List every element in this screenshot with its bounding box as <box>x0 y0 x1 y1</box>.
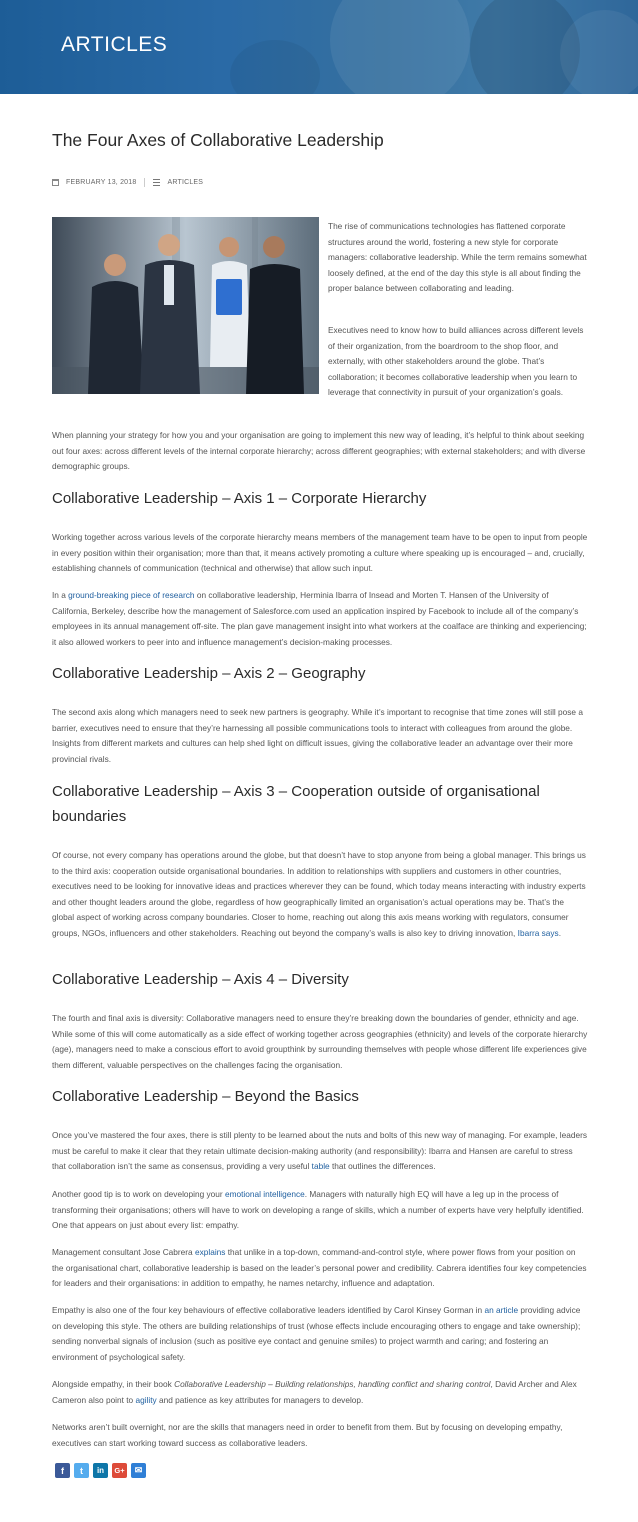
featured-image-business-team <box>52 217 319 394</box>
axis-2-paragraph-1: The second axis along which managers need to seek new partners is geography. While it’s important to recognise that time zones will still pose a barrier, executives need to ensure that they’re harnessing all possible communications tools to interact with colleagues from around the globe. Insights from different markets and cultures can help shed light on difficult issues, giving the collaborative leader an advantage over their more provincial rivals. <box>52 707 583 764</box>
agility-link[interactable]: agility <box>135 1394 157 1405</box>
an-article-link[interactable]: an article <box>484 1305 519 1315</box>
banner-decoration <box>330 0 470 94</box>
text-fragment: . <box>558 927 562 938</box>
text-fragment: Management consultant Jose Cabrera <box>52 1247 195 1257</box>
post-date: FEBRUARY 13, 2018 <box>66 178 137 186</box>
page-title: ARTICLES <box>61 33 168 56</box>
text-fragment: that outlines the differences. <box>329 1161 436 1171</box>
axis-4-paragraph-1: The fourth and final axis is diversity: Collaborative managers need to ensure they’re breaking down the boundaries of gender, ethnicity and age. While some of this will come automatically as a side effect of working together across geographies (ethnicity) and levels of the corporate hierarchy (age), managers need to make a conscious effort to avoid groupthink by surrounding themselves with people whose different life experiences give them different, valuable perspectives on the challenges facing the organisation. <box>52 1013 588 1070</box>
intro-paragraph-3: When planning your strategy for how you and your organisation are going to implement this new way of leading, it’s helpful to think about seeking out four axes: across different levels of the internal corporate hierarchy; across different geographies; with external stakeholders; and with diverse demographic groups. <box>52 430 586 471</box>
banner-decoration <box>230 40 320 94</box>
beyond-paragraph-5 <box>52 1377 588 1408</box>
section-heading-axis-1: Collaborative Leadership – Axis 1 – Corporate Hierarchy <box>52 490 427 507</box>
beyond-paragraph-1 <box>52 1128 588 1175</box>
section-heading-axis-2: Collaborative Leadership – Axis 2 – Geography <box>52 665 366 682</box>
beyond-paragraph-4 <box>52 1303 588 1365</box>
page-header-banner <box>0 0 638 94</box>
section-heading-axis-4: Collaborative Leadership – Axis 4 – Diversity <box>52 971 349 988</box>
text-fragment: that unlike in a top-down, command-and-control style, where power flows from your position on the organisational chart, collaborative leadership is based on the leader’s personal power and credibility. Cabrera identifies four key competencies for leaders and their organisations: in addition to empathy, he names netarchy, influence and adaptation. <box>52 1247 587 1288</box>
table-link[interactable]: table <box>311 1161 330 1171</box>
meta-divider <box>144 178 145 187</box>
calendar-icon <box>52 179 59 186</box>
text-fragment: , David Archer and Alex Cameron also point to <box>52 1379 577 1405</box>
category-list-icon <box>153 179 160 186</box>
ibarra-says-link[interactable]: Ibarra says <box>517 927 559 938</box>
text-fragment: Once you’ve mastered the four axes, there is still plenty to be learned about the nuts and bolts of this new way of managing. For example, leaders must be careful to make it clear that they retain ultimate decision-making authority (and responsibility): Ibarra and Hansen are careful to stress that collaboration isn’t the same as consensus, providing a very useful <box>52 1130 587 1171</box>
text-fragment: In a <box>52 590 69 600</box>
twitter-share-button[interactable]: t <box>74 1463 89 1478</box>
text-fragment: Empathy is also one of the four key behaviours of effective collaborative leaders identified by Carol Kinsey Gorman in <box>52 1305 485 1315</box>
axis-3-paragraph-1 <box>52 848 588 941</box>
beyond-paragraph-2 <box>52 1187 588 1234</box>
text-fragment: on collaborative leadership, Herminia Ibarra of Insead and Morten T. Hansen of the University of California, Berkeley, describe how the management of Salesforce.com used an application inspired by Facebook to include all of the company’s employees in its annual management off-site. The plan gave management insight into what workers at the coalface are thinking and experiencing; it also allowed workers to peer into and influence management’s decision-making processes. <box>52 590 587 647</box>
beyond-paragraph-3 <box>52 1245 588 1292</box>
facebook-share-button[interactable]: f <box>55 1463 70 1478</box>
text-fragment: . Managers with naturally high EQ will have a leg up in the process of transforming their organisations; others will have to work on developing a range of skills, which a number of experts have very helpfully identified. One that appears on just about every list: empathy. <box>52 1189 584 1230</box>
book-title: Collaborative Leadership – Building relationships, handling conflict and sharing control <box>174 1379 491 1389</box>
linkedin-share-button[interactable]: in <box>93 1463 108 1478</box>
post-meta <box>52 176 203 188</box>
text-fragment: Alongside empathy, in their book <box>52 1379 175 1389</box>
email-share-button[interactable]: ✉ <box>131 1463 146 1478</box>
share-bar <box>55 1463 146 1478</box>
emotional-intelligence-link[interactable]: emotional intelligence <box>224 1189 305 1199</box>
research-link[interactable]: ground-breaking piece of research <box>68 590 195 600</box>
intro-paragraph-2: Executives need to know how to build alliances across different levels of their organization, from the boardroom to the shop floor, and externally, with other stakeholders around the globe. That’s collaboration; it becomes collaborative leadership when you learn to leverage that connectivity in pursuit of your organization’s goals. <box>328 325 584 397</box>
text-fragment: providing advice on developing this style. The others are building relationships of trust (whose effects include encouraging others to engage and take ownership); sending nonverbal signals of inclusion (such as positive eye contact and genuine smiles) to project warmth and caring; and fostering an environment of psychological safety. <box>52 1305 581 1362</box>
beyond-paragraph-6: Networks aren’t built overnight, nor are the skills that managers need in order to benefit from them. But by focusing on developing empathy, executives can start working toward success as collaborative leaders. <box>52 1422 563 1448</box>
googleplus-share-button[interactable]: G+ <box>112 1463 127 1478</box>
post-title: The Four Axes of Collaborative Leadership <box>52 130 384 150</box>
text-fragment: Of course, not every company has operations around the globe, but that doesn’t have to stop anyone from being a global manager. This brings us to the third axis: cooperation outside organisational boundaries. In addition to relationships with suppliers and customers in other countries, executives need to be looking for innovative ideas and practices wherever they can be found, which today means interacting with industry experts and other thought leaders around the globe, regardless of how geographically limited an organisation’s actual operations may be. That’s the global aspect of working across company boundaries. Closer to home, reaching out along this axis means working with regulators, consumer groups, NGOs, influencers and other stakeholders. Reaching out beyond the company’s walls is also key to driving innovation, <box>52 850 586 938</box>
section-heading-beyond-basics: Collaborative Leadership – Beyond the Basics <box>52 1088 359 1105</box>
intro-paragraph-1: The rise of communications technologies has flattened corporate structures around the world, fostering a new style for corporate managers: collaborative leadership. While the term remains somewhat loosely defined, at the end of the day this style is all about finding the proper balance between collaborating and leading. <box>328 221 587 293</box>
text-fragment: and patience as key attributes for managers to develop. <box>156 1394 364 1405</box>
post-category-link[interactable]: ARTICLES <box>167 178 204 186</box>
text-fragment: Another good tip is to work on developing your <box>52 1189 225 1199</box>
explains-link[interactable]: explains <box>194 1247 226 1257</box>
axis-1-paragraph-2 <box>52 588 588 650</box>
section-heading-axis-3: Collaborative Leadership – Axis 3 – Cooperation outside of organisational boundaries <box>52 783 540 825</box>
axis-1-paragraph-1: Working together across various levels of the corporate hierarchy means members of the management team have to be open to input from people in every position within their organisation; more than that, it means actively promoting a culture where speaking up is encouraged – and, crucially, establishing channels of communication (technical and otherwise) that allow such input. <box>52 532 588 573</box>
